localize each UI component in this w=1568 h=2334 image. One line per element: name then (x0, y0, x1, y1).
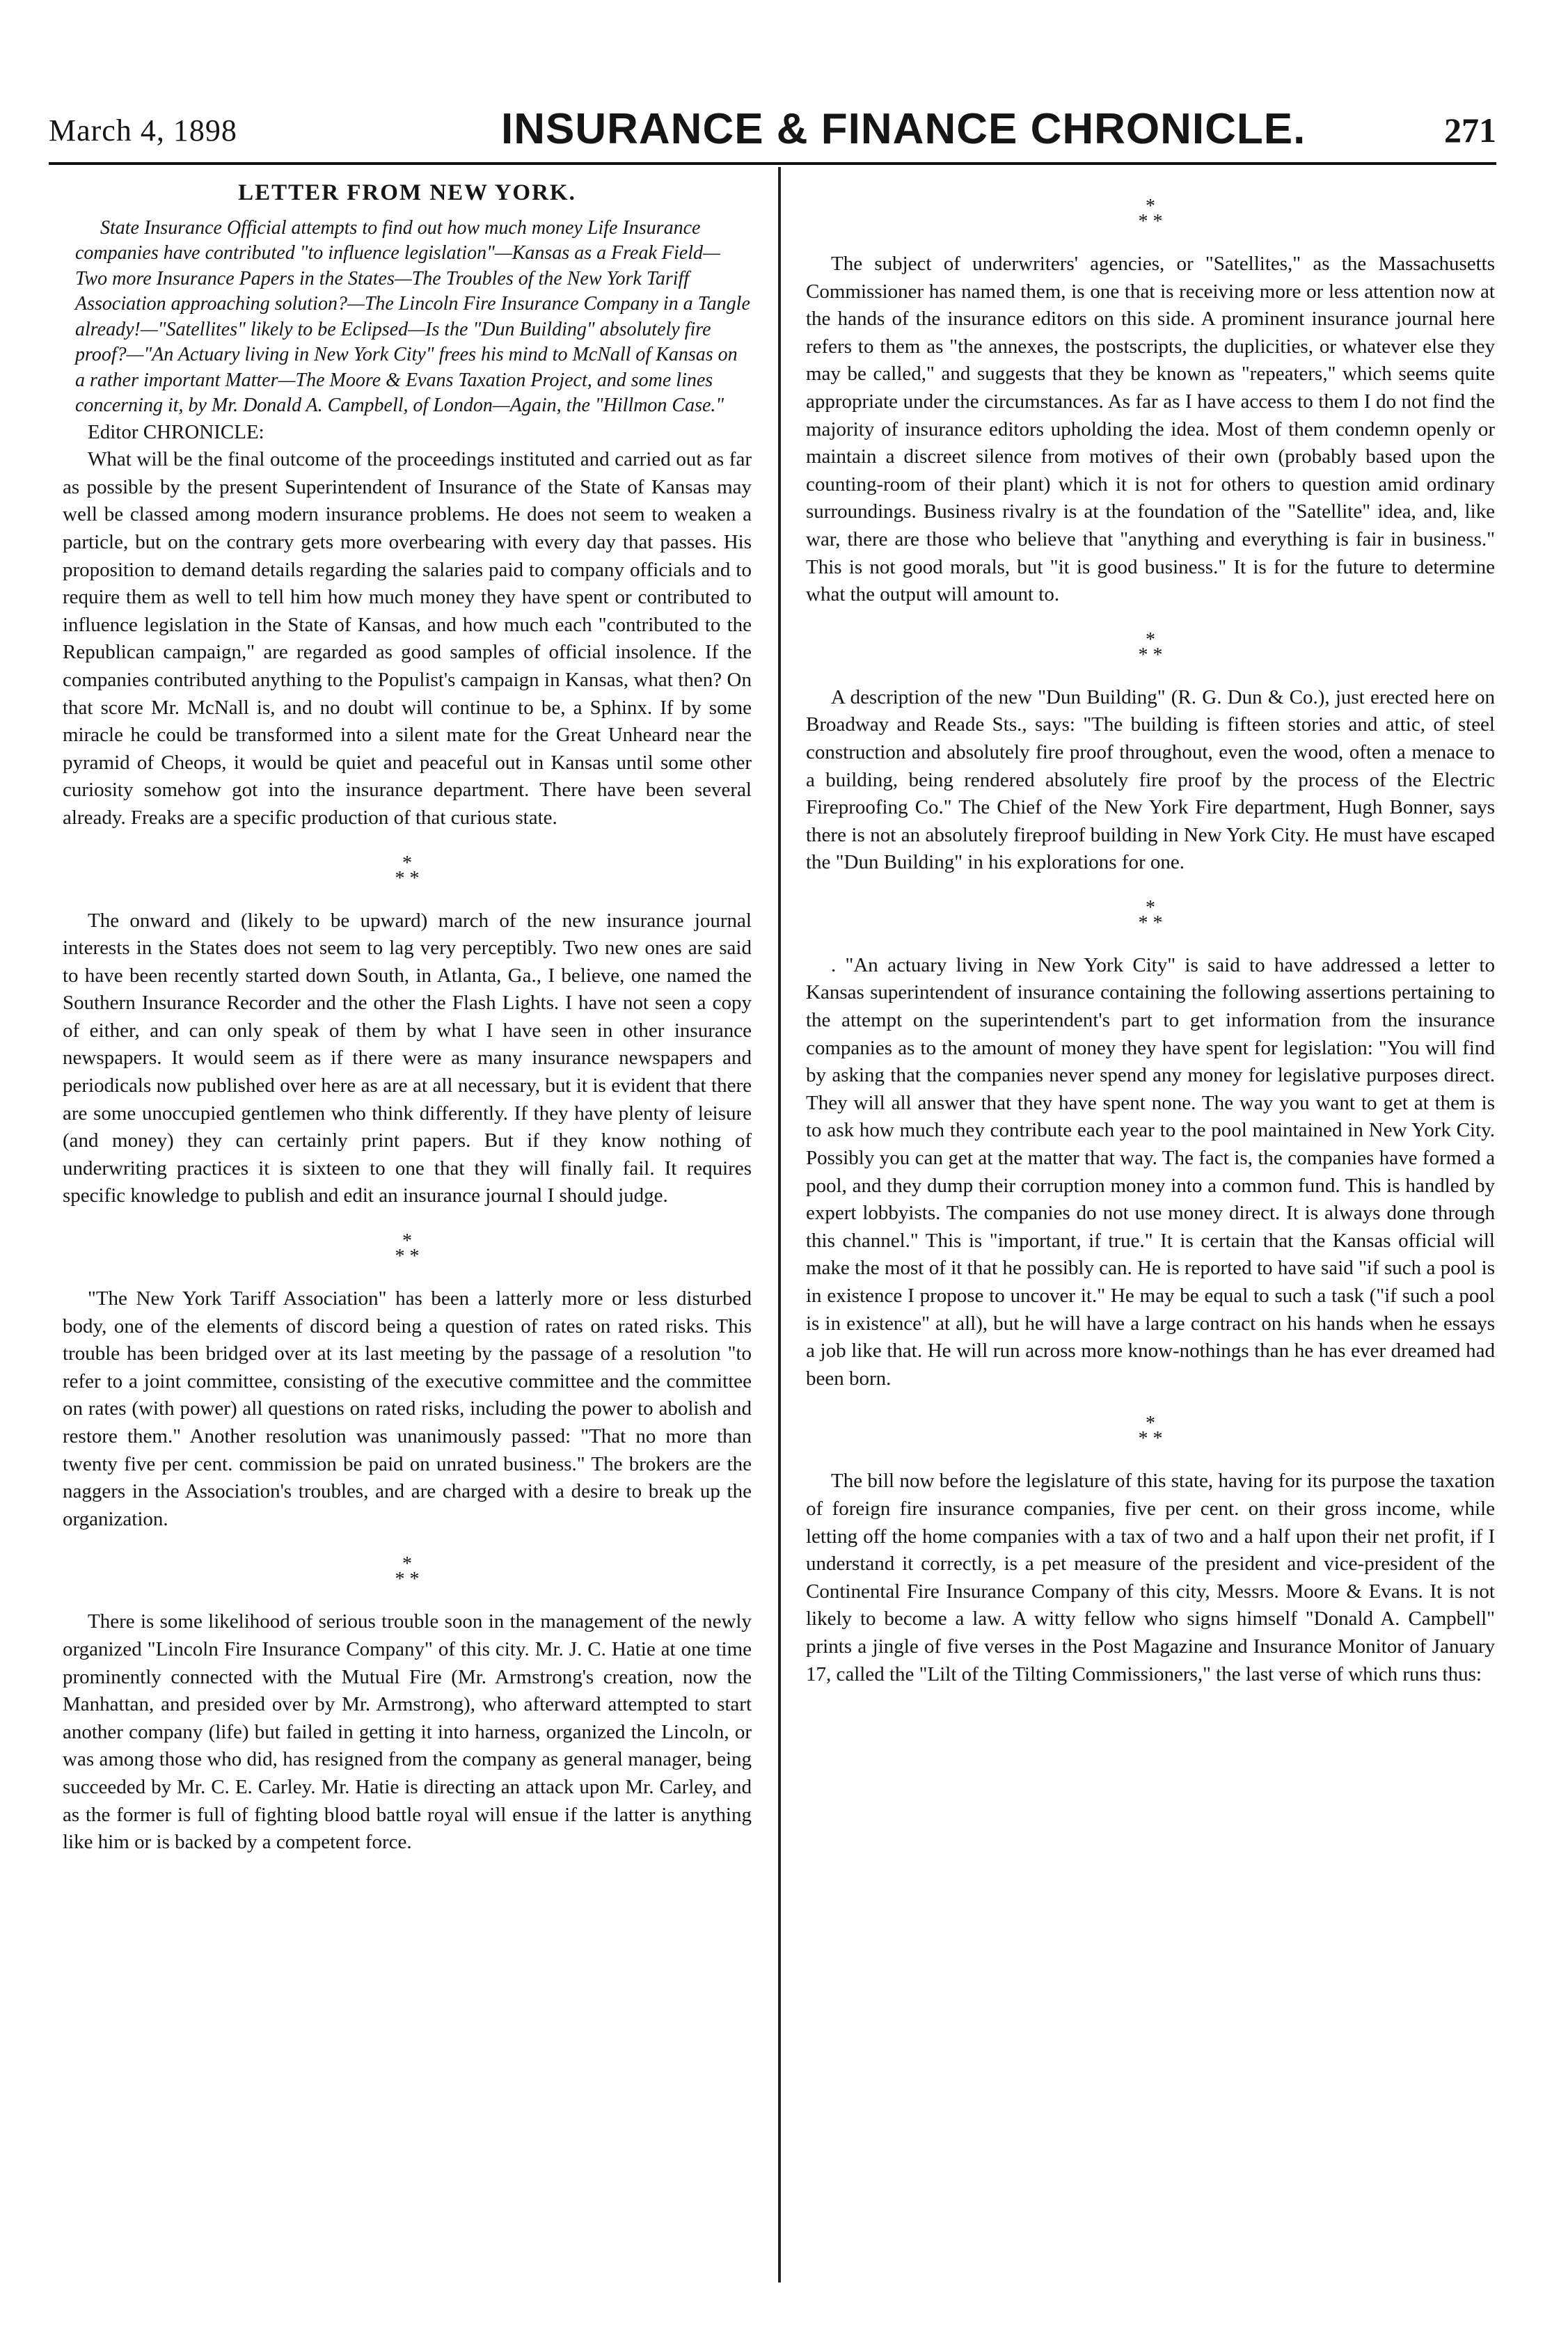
left-column (63, 174, 752, 1857)
section-separator: * * * (1138, 1413, 1163, 1450)
publication-title: INSURANCE & FINANCE CHRONICLE. (501, 105, 1306, 153)
paragraph-lincoln-fire: There is some likelihood of serious trouble soon in the management of the newly organized "Lincoln Fire Insurance Company" of this city. Mr. J. C. Hatie at one time prominently connected with the Mutual Fire (Mr. Armstrong's creation, now the Manhattan, and presided over by Mr. Armstrong), who afterward attempted to start another company (life) but failed in getting it into harness, organized the Lincoln, or was among those who did, has resigned from the company as general manager, being succeeded by Mr. C. E. Carley. Mr. Hatie is directing an attack upon Mr. Carley, and as the former is full of fighting blood battle royal will ensue if the latter is anything like him or is backed by a competent force. (63, 1610, 752, 1854)
right-column (806, 174, 1495, 1688)
article-title: LETTER FROM NEW YORK. (238, 180, 576, 205)
section-separator: * * * (395, 852, 420, 889)
paragraph-actuary-letter: . "An actuary living in New York City" is said to have addressed a letter to Kansas superintendent of insurance containing the following assertions pertaining to the attempt on the superintendent's part to get information from the insurance companies as to the amount of money they have spent for legislation: "You will find by asking that the companies never spend any money for legislative purposes direct. They will all answer that they have spent none. The way you want to get at them is to ask how much they contribute each year to the pool maintained in New York City. Possibly you can get at the matter that way. The fact is, the companies have formed a pool, and they dump their corruption money into a common fund. This is handled by expert lobbyists. The companies do not use money direct. It is always done through this channel." This is "important, if true." It is certain that the Kansas official will make the most of it that he possibly can. He is reported to have said "if such a pool is in existence I propose to uncover it." He may be equal to such a task ("if such a pool is in existence" at all), but he will have a large contract on his hands when he essays a job like that. He will run across more know-nothings than he has ever dreamed had been born. (806, 953, 1495, 1390)
running-head (49, 104, 1496, 153)
paragraph-tariff-association: "The New York Tariff Association" has been a latterly more or less disturbed body, one of the elements of discord being a question of rates on rated risks. This trouble has been bridged over at its last meeting by the passage of a resolution "to refer to a joint committee, consisting of the executive committee and the committee on rates (with power) all questions on rated risks, including the power to abolish and restore them." Another resolution was unanimously passed: "That no more than twenty five per cent. commission be paid on unrated business." The brokers are the naggers in the Association's troubles, and are charged with a desire to break up the organization. (63, 1287, 752, 1530)
article-subheads: State Insurance Official attempts to find out how much money Life Insurance companies have contributed "to influence legislation"—Kansas as a Freak Field—Two more Insurance Papers in the States—The Troubles of the New York Tariff Association approaching solution?—The Lincoln Fire Insurance Company in a Tangle already!—"Satellites" likely to be Eclipsed—Is the "Dun Building" absolutely fire proof?—"An Actuary living in New York City" frees his mind to McNall of Kansas on a rather important Matter—The Moore & Evans Taxation Project, and some lines concerning it, by Mr. Donald A. Campbell, of London—Again, the "Hillmon Case." (75, 216, 750, 417)
section-separator: * * * (1138, 628, 1163, 666)
paragraph-insurance-papers: The onward and (likely to be upward) march of the new insurance journal interests in the States does not seem to lag very perceptibly. Two new ones are said to have been recently started down South, in Atlanta, Ga., I believe, one named the Southern Insurance Recorder and the other the Flash Lights. I have not seen a copy of either, and can only speak of them by what I have seen in other insurance newspapers. It would seem as if there were as many insurance newspapers and periodicals now published over here as are at all necessary, but it is evident that there are some unoccupied gentlemen who think differently. If they have plenty of leisure (and money) they can certainly print papers. But if they know nothing of underwriting practices it is sixteen to one that they will finally fail. It requires specific knowledge to publish and edit an insurance journal I should judge. (63, 909, 752, 1207)
section-separator: * * * (1138, 896, 1163, 934)
issue-date: March 4, 1898 (49, 113, 237, 148)
section-separator: * * * (395, 1230, 420, 1268)
section-separator: * * * (395, 1553, 420, 1591)
paragraph-satellites: The subject of underwriters' agencies, or "Satellites," as the Massachusetts Commissioner has named them, is one that is receiving more or less attention now at the hands of the insurance editors on this side. A prominent insurance journal here refers to them as "the annexes, the postscripts, the duplicities, or whatever else they may be called," and suggests that they be known as "repeaters," which seems quite appropriate under the circumstances. As far as I have access to them I do not find the majority of insurance editors upholding the idea. Most of them condemn openly or maintain a discreet silence from motives of their own (probably based upon the counting-room of their plant) which it is not for others to question amid ordinary surroundings. Business rivalry is at the foundation of the "Satellite" idea, and, like war, there are those who believe that "anything and everything is fair in business." This is not good morals, but "it is good business." It is for the future to determine what the output will amount to. (806, 253, 1495, 606)
page-number: 271 (1444, 111, 1496, 150)
column-divider (778, 167, 781, 2283)
paragraph-taxation-bill: The bill now before the legislature of this state, having for its purpose the taxation of foreign fire insurance companies, five per cent. on their gross income, while letting off the home companies with a tax of two and a half upon their net profit, if I understand it correctly, is a pet measure of the president and vice-president of the Continental Fire Insurance Company of this city, Messrs. Moore & Evans. It is not likely to become a law. A witty fellow who signs himself "Donald A. Campbell" prints a jingle of five verses in the Post Magazine and Insurance Monitor of January 17, called the "Lilt of the Tilting Commissioners," the last verse of which runs thus: (806, 1470, 1495, 1685)
paragraph-kansas-superintendent: What will be the final outcome of the proceedings instituted and carried out as far as possible by the present Superintendent of Insurance of the State of Kansas may well be classed among modern insurance problems. He does not seem to weaken a particle, but on the contrary gets more overbearing with every day that passes. His proposition to demand details regarding the salaries paid to company officials and to require them as well to tell him how much money they have spent or contributed to influence legislation in the State of Kansas, and how much each "contributed to the Republican campaign," are regarded as good samples of official insolence. If the companies contributed anything to the Populist's campaign in Kansas, what then? On that score Mr. McNall is, and no doubt will continue to be, a Sphinx. If by some miracle he could be transformed into a silent mate for the Great Unheard near the pyramid of Cheops, it would be quiet and peaceful out in Kansas until some other curiosity somehow got into the insurance department. There have been several already. Freaks are a specific production of that curious state. (63, 448, 752, 829)
salutation: Editor CHRONICLE: (88, 420, 264, 443)
paragraph-dun-building: A description of the new "Dun Building" (R. G. Dun & Co.), just erected here on Broadway and Reade Sts., says: "The building is fifteen stories and attic, of steel construction and absolutely fire proof throughout, even the wood, often a menace to a building, being rendered absolutely fire proof by the process of the Electric Fireproofing Co." The Chief of the New York Fire department, Hugh Bonner, says there is not an absolutely fireproof building in New York City. He must have escaped the "Dun Building" in his explorations for one. (806, 685, 1495, 874)
header-rule (49, 162, 1496, 165)
section-separator: * * * (1138, 196, 1163, 232)
